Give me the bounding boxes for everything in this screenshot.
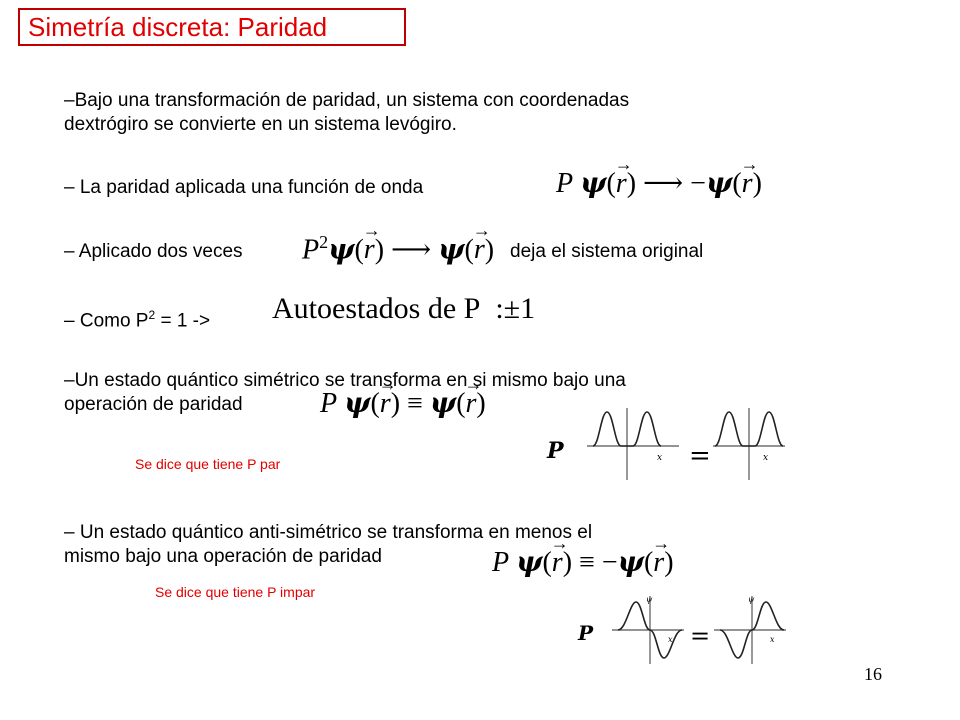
note-odd-parity: Se dice que tiene P impar [155,584,316,600]
odd-operator-p: P [578,621,594,645]
bullet-4-superscript: 2 [148,308,156,322]
page-number: 16 [864,664,882,684]
odd-right-x-label: x [770,635,775,644]
odd-left-x-label: x [668,635,673,644]
bullet-3-suffix: deja el sistema original [510,241,704,262]
even-parity-figure [535,398,795,486]
symmetric-state-equation: P ψ(→ r) ≡ ψ(→ r) [320,386,486,420]
even-operator-p: P [547,438,564,464]
odd-equals-sign: = [690,622,711,650]
bullet-2: – La paridad aplicada una función de onda [64,177,424,198]
bullet-4-prefix: – Como P [64,310,149,332]
bullet-1-line-2: dextrógiro se convierte en un sistema levógiro. [64,114,457,135]
odd-left-psi-label: ψ [646,595,653,604]
bullet-4-suffix: = 1 -> [155,310,211,332]
note-even-parity: Se dice que tiene P par [135,456,281,472]
even-right-x-label: x [763,453,769,463]
even-left-x-label: x [657,453,663,463]
odd-right-psi-label: ψ [748,595,755,604]
eigenstates-label: Autoestados de P [272,292,481,325]
bullet-3-prefix: – Aplicado dos veces [64,241,243,262]
antisymmetric-state-equation: P ψ(→ r) ≡ −ψ(→ r) [492,545,674,579]
parity-squared-equation: $P^2\psi(\to r)$ ⟶ ψ(→ r) [302,232,494,266]
even-equals-sign: = [689,441,711,471]
bullet-4 [64,303,210,333]
eigenstates-equation [272,292,535,326]
parity-on-wavefunction-equation: P ψ(→ r) ⟶ −ψ(→ r) [556,166,762,200]
eigenvalues: :±1 [495,292,536,325]
bullet-1-line-1: –Bajo una transformación de paridad, un sistema con coordenadas [64,90,630,111]
bullet-6-line-1: – Un estado quántico anti-simétrico se transforma en menos el [64,522,593,543]
odd-parity-figure [572,590,792,668]
slide-title: Simetría discreta: Paridad [18,8,406,46]
bullet-5-line-1: –Un estado quántico simétrico se transforma en si mismo bajo una [64,370,626,391]
bullet-5-line-2: operación de paridad [64,394,243,415]
bullet-6-line-2: mismo bajo una operación de paridad [64,546,382,567]
